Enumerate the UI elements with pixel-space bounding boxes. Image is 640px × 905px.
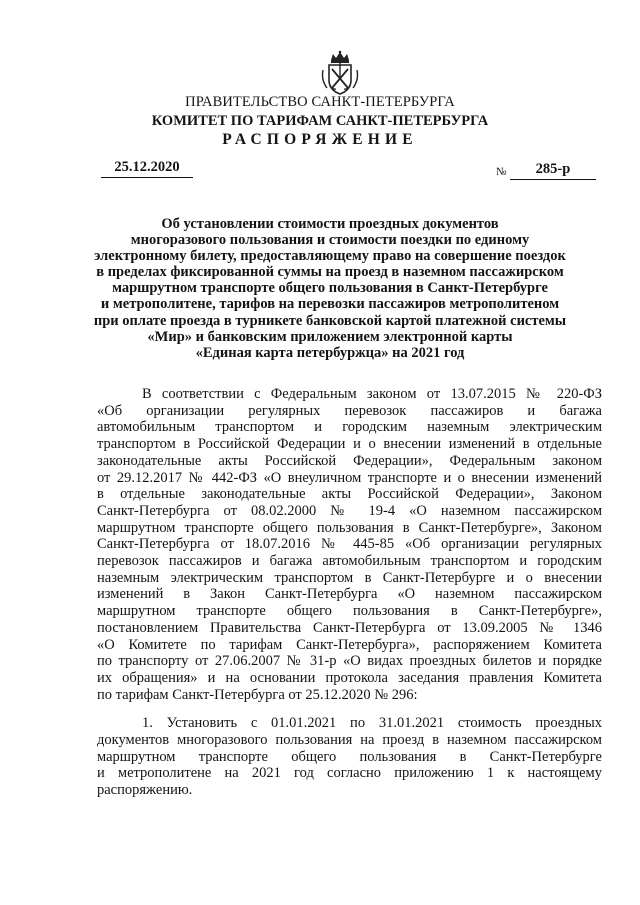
preamble-line: «Об организации регулярных перевозок пассажиров и багажа (97, 402, 602, 419)
title-line: «Единая карта петербуржца» на 2021 год (195, 344, 465, 361)
preamble-line: их обращения» и на основании протокола заседания правления Комитета (97, 669, 602, 686)
title-line: в пределах фиксированной суммы на проезд в наземном пассажирском (96, 264, 564, 281)
preamble-line: в отдельные законодательные акты Российской Федерации», Законом (97, 486, 602, 503)
preamble-line: по тарифам Санкт-Петербурга от 25.12.2020 № 296: (97, 686, 418, 703)
preamble-line: Санкт-Петербурга от 18.07.2016 № 445-85 «Об организации регулярных (97, 536, 602, 553)
document-type: РАСПОРЯЖЕНИЕ (222, 131, 418, 148)
preamble-line: по транспорту от 27.06.2007 № 31-р «О видах проездных билетов и порядке (97, 653, 602, 670)
document-number: 285-р (510, 160, 596, 180)
preamble-line: В соответствии с Федеральным законом от 13.07.2015 № 220-ФЗ (142, 386, 602, 402)
title-line: маршрутном транспорте общего пользования в Санкт-Петербурге (112, 280, 548, 297)
preamble-paragraph (97, 386, 602, 703)
item-1-line: 1. Установить с 01.01.2021 по 31.01.2021 стоимость проездных (142, 715, 602, 732)
government-name: ПРАВИТЕЛЬСТВО САНКТ-ПЕТЕРБУРГА (185, 94, 455, 110)
title-line: и метрополитене, тарифов на перевозки пассажиров метрополитеном (100, 296, 560, 313)
preamble-line: маршрутном транспорте общего пользования в Санкт-Петербурге», (97, 603, 602, 620)
preamble-line: наземным электрическим транспортом в Санкт-Петербурге и о внесении (97, 569, 602, 586)
preamble-line: транспортом в Российской Федерации и о внесении изменений в отдельные (97, 436, 602, 453)
preamble-line: постановлением Правительства Санкт-Петербурга от 13.09.2005 № 1346 (97, 619, 602, 636)
preamble-line: маршрутном транспорте общего пользования в Санкт-Петербурге», Законом (97, 519, 602, 536)
preamble-line: «О Комитете по тарифам Санкт-Петербурга», распоряжением Комитета (97, 636, 602, 653)
title-line: при оплате проезда в турникете банковской картой платежной системы (93, 312, 567, 329)
title-line: «Мир» и банковским приложением электронной карты (147, 328, 513, 345)
preamble-line: изменений в Закон Санкт-Петербурга «О наземном пассажирском (97, 586, 602, 603)
title-line: электронному билету, предоставляющему право на совершение поездок (94, 248, 566, 265)
title-line: многоразового пользования и стоимости поездки по единому (130, 232, 530, 249)
document-body (97, 386, 602, 799)
item-1-line: распоряжению. (97, 782, 193, 799)
st-petersburg-coat-of-arms-icon (319, 50, 361, 96)
preamble-line: автомобильным транспортом и городским наземным электрическим (97, 419, 602, 436)
preamble-line: Санкт-Петербурга от 08.02.2000 № 19-4 «О наземном пассажирском (97, 502, 602, 519)
preamble-line: от 29.12.2017 № 442-ФЗ «О внеуличном транспорте и о внесении изменений (97, 469, 602, 486)
preamble-line: законодательные акты Российской Федерации», Федеральным законом (97, 452, 602, 469)
paragraph-gap (97, 703, 602, 715)
document-date: 25.12.2020 (101, 158, 193, 178)
item-1-line: маршрутном транспорте общего пользования в Санкт-Петербурге (97, 748, 602, 765)
item-1-paragraph (97, 715, 602, 799)
committee-name: КОМИТЕТ ПО ТАРИФАМ САНКТ-ПЕТЕРБУРГА (151, 113, 489, 129)
document-title (60, 216, 600, 361)
title-line: Об установлении стоимости проездных документов (161, 216, 499, 232)
document-number-block (496, 160, 600, 180)
preamble-line: перевозок пассажиров и багажа автомобильным транспортом и городским (97, 553, 602, 570)
item-1-line: и метрополитене на 2021 год согласно приложению 1 к настоящему (97, 765, 602, 782)
item-1-line: документов многоразового пользования на проезд в наземном пассажирском (97, 732, 602, 749)
number-sign: № (496, 166, 507, 178)
